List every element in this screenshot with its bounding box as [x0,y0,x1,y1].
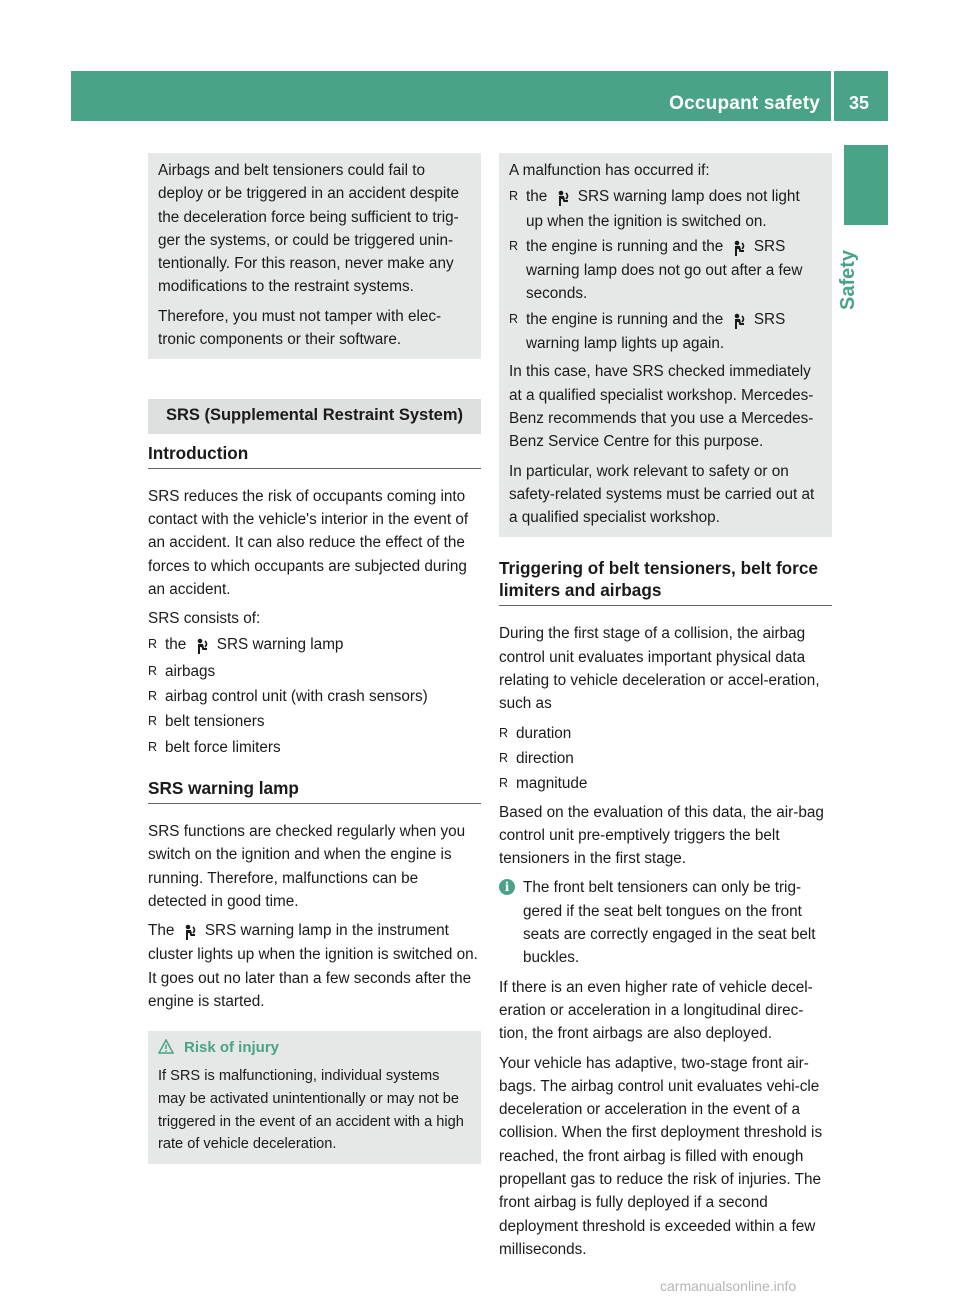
list-item: R airbag control unit (with crash sensors) [148,685,481,708]
evaluation-list [499,722,832,796]
section-title: Occupant safety [669,93,820,114]
chapter-label: Safety [837,249,859,310]
malfunction-intro: A malfunction has occurred if: [509,162,710,179]
warning-lamp-paragraph: The SRS warning lamp in the instrument cluster lights up when the ignition is switched on. It goes out no later than a few seconds after the engine is started. [148,922,478,1011]
box-paragraph: Therefore, you must not tamper with elec-tronic components or their software. [158,307,442,349]
airbag-person-icon [191,634,213,657]
header-divider [831,71,834,121]
right-column [499,153,832,1267]
triggering-paragraph: Your vehicle has adaptive, two-stage front air-bags. The airbag control unit evaluates vehi-cle deceleration or acceleration in the event of a collision. When the first deployment threshold is reached, the front airbag is filled with enough propellant gas to reduce the risk of injuries. The front airbag is fully deployed if a second deployment threshold is exceeded within a few milliseconds. [499,1054,823,1258]
airbag-person-icon [728,309,750,332]
intro-paragraph: SRS reduces the risk of occupants coming into contact with the vehicle's interior in the event of an accident. It can also reduce the effect of the forces to which occupants are subjected during an accident. [148,487,469,598]
triggering-paragraph: Based on the evaluation of this data, the air-bag control unit pre-emptively triggers the belt tensioners in the first stage. [499,803,824,868]
triggering-heading: Triggering of belt tensioners, belt force limiters and airbags [499,557,832,606]
list-item: R airbags [148,660,481,683]
list-item: R the SRS warning lamp [148,633,481,657]
airbag-person-icon [728,236,750,259]
restraint-warning-box [148,153,481,359]
info-icon: i [499,879,515,895]
airbag-person-icon [179,920,201,943]
srs-components-list [148,633,481,758]
malfunction-box [499,153,832,537]
malfunction-paragraph: In this case, have SRS checked immediately at a qualified specialist workshop. Mercedes-Benz recommends that you use a Mercedes-Benz Service Centre for this purpose. [509,363,814,451]
left-column [148,153,481,1164]
list-item: R the SRS warning lamp does not light up when the ignition is switched on. [509,185,820,233]
triggering-paragraph: If there is an even higher rate of vehicle decel-eration or acceleration in a longitudinal direc-tion, the front airbags are also deployed. [499,978,813,1043]
malfunction-paragraph: In particular, work relevant to safety or on safety-related systems must be carried out at a qualified specialist workshop. [509,462,815,527]
warning-triangle-icon [158,1039,174,1061]
list-item: R belt force limiters [148,736,481,759]
list-item: R the engine is running and the SRS warning lamp lights up again. [509,308,820,356]
srs-section-heading: SRS (Supplemental Restraint System) [148,399,481,433]
page-header [71,71,888,121]
info-note: i The front belt tensioners can only be trig-gered if the seat belt tongues on the front seats are correctly engaged in the seat belt buckles. [499,876,832,969]
introduction-heading: Introduction [148,442,481,469]
triggering-paragraph: During the first stage of a collision, the airbag control unit evaluates important physical data relating to vehicle deceleration or accel-eration, such as [499,625,820,713]
list-item: R duration [499,722,832,745]
watermark: carmanualsonline.info [660,1278,797,1294]
risk-title: Risk of injury [158,1037,469,1061]
chapter-tab [844,145,888,225]
box-paragraph: Airbags and belt tensioners could fail to deploy or be triggered in an accident despite the deceleration force being sufficient to trig-ger the systems, or could be triggered unin-tentionally. For this reason, never make any modifications to the restraint systems. [158,162,460,296]
warning-lamp-paragraph: SRS functions are checked regularly when you switch on the ignition and when the engine is running. Therefore, malfunctions can be detected in good time. [148,822,466,910]
malfunction-list [509,185,820,355]
page-number: 35 [849,93,870,113]
risk-text: If SRS is malfunctioning, individual systems may be activated unintentionally or may not be triggered in the event of an accident with a high rate of vehicle deceleration. [158,1068,464,1153]
list-item: R the engine is running and the SRS warning lamp does not go out after a few seconds. [509,235,820,306]
airbag-person-icon [552,186,574,209]
list-item: R magnitude [499,772,832,795]
warning-lamp-heading: SRS warning lamp [148,777,481,804]
list-item: R direction [499,747,832,770]
consists-label: SRS consists of: [148,610,261,628]
list-item: R belt tensioners [148,710,481,733]
risk-of-injury-box [148,1031,481,1163]
